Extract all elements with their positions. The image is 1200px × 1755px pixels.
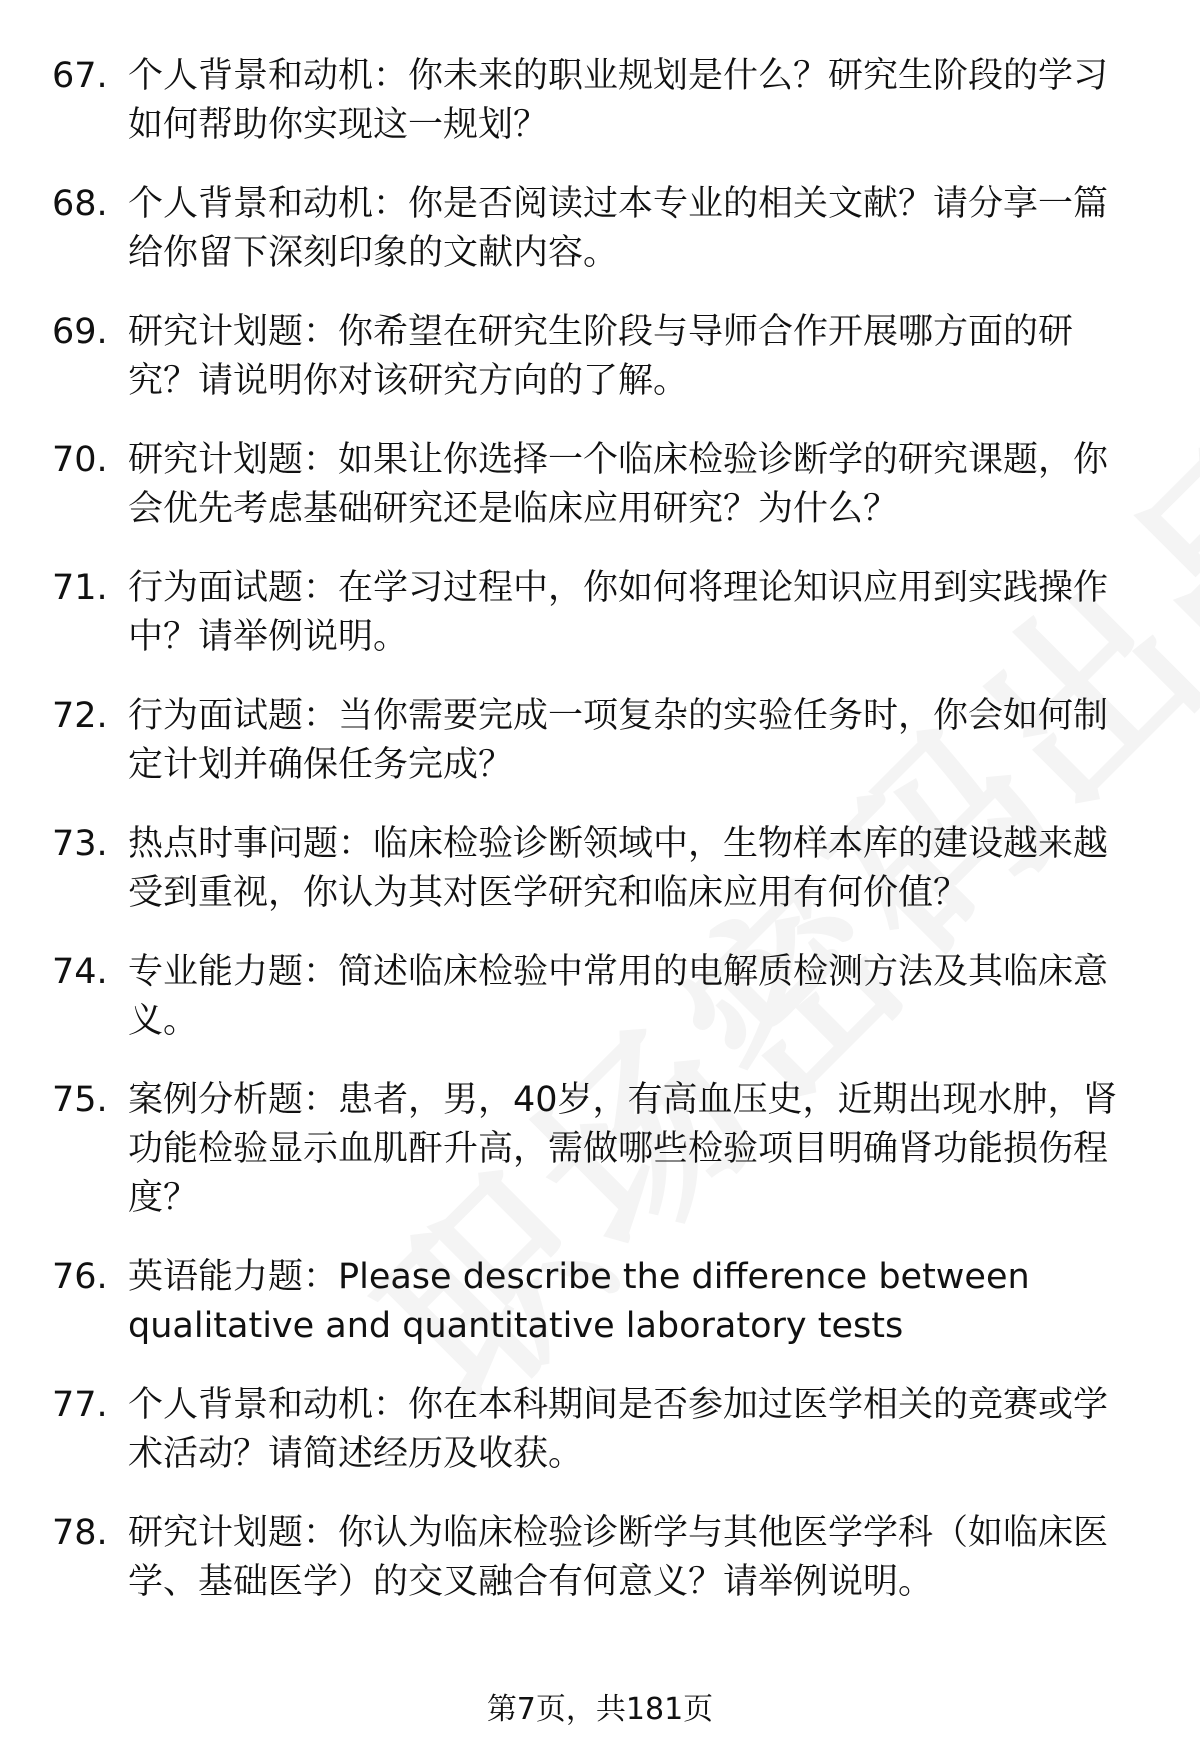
question-number: 67. [52,56,108,96]
question-item [0,692,1200,790]
question-number: 73. [52,824,108,864]
question-item [0,308,1200,406]
question-item [0,52,1200,150]
page-footer: 第7页，共181页 [486,1692,714,1727]
question-number: 71. [52,568,108,608]
question-number: 70. [52,440,108,480]
question-item [0,1381,1200,1479]
question-number: 74. [52,952,108,992]
question-list [0,52,1200,1637]
question-number: 69. [52,312,108,352]
question-number: 75. [52,1080,108,1120]
question-item [0,1253,1200,1351]
question-item [0,1076,1200,1223]
question-text: 英语能力题：Please describe the difference between qualitative and quantitative laboratory tests [128,1257,1030,1346]
question-text: 案例分析题：患者，男，40岁，有高血压史，近期出现水肿，肾功能检验显示血肌酐升高，需做哪些检验项目明确肾功能损伤程度？ [128,1080,1118,1218]
question-item [0,564,1200,662]
question-number: 72. [52,696,108,736]
question-text: 研究计划题：如果让你选择一个临床检验诊断学的研究课题，你会优先考虑基础研究还是临床应用研究？为什么？ [128,440,1109,529]
question-number: 77. [52,1385,108,1425]
question-item [0,180,1200,278]
question-number: 76. [52,1257,108,1297]
question-text: 研究计划题：你希望在研究生阶段与导师合作开展哪方面的研究？请说明你对该研究方向的了解。 [128,312,1074,401]
question-item [0,820,1200,918]
question-item [0,436,1200,534]
question-text: 个人背景和动机：你是否阅读过本专业的相关文献？请分享一篇给你留下深刻印象的文献内容。 [128,184,1109,273]
question-text: 行为面试题：当你需要完成一项复杂的实验任务时，你会如何制定计划并确保任务完成？ [128,696,1109,785]
question-item [0,1509,1200,1607]
question-number: 68. [52,184,108,224]
question-text: 个人背景和动机：你在本科期间是否参加过医学相关的竞赛或学术活动？请简述经历及收获。 [128,1385,1109,1474]
question-text: 专业能力题：简述临床检验中常用的电解质检测方法及其临床意义。 [128,952,1109,1041]
question-item [0,948,1200,1046]
question-text: 热点时事问题：临床检验诊断领域中，生物样本库的建设越来越受到重视，你认为其对医学研究和临床应用有何价值？ [128,824,1109,913]
question-text: 行为面试题：在学习过程中，你如何将理论知识应用到实践操作中？请举例说明。 [128,568,1109,657]
question-number: 78. [52,1513,108,1553]
question-text: 个人背景和动机：你未来的职业规划是什么？研究生阶段的学习如何帮助你实现这一规划？ [128,56,1109,145]
question-text: 研究计划题：你认为临床检验诊断学与其他医学学科（如临床医学、基础医学）的交叉融合有何意义？请举例说明。 [128,1513,1109,1602]
